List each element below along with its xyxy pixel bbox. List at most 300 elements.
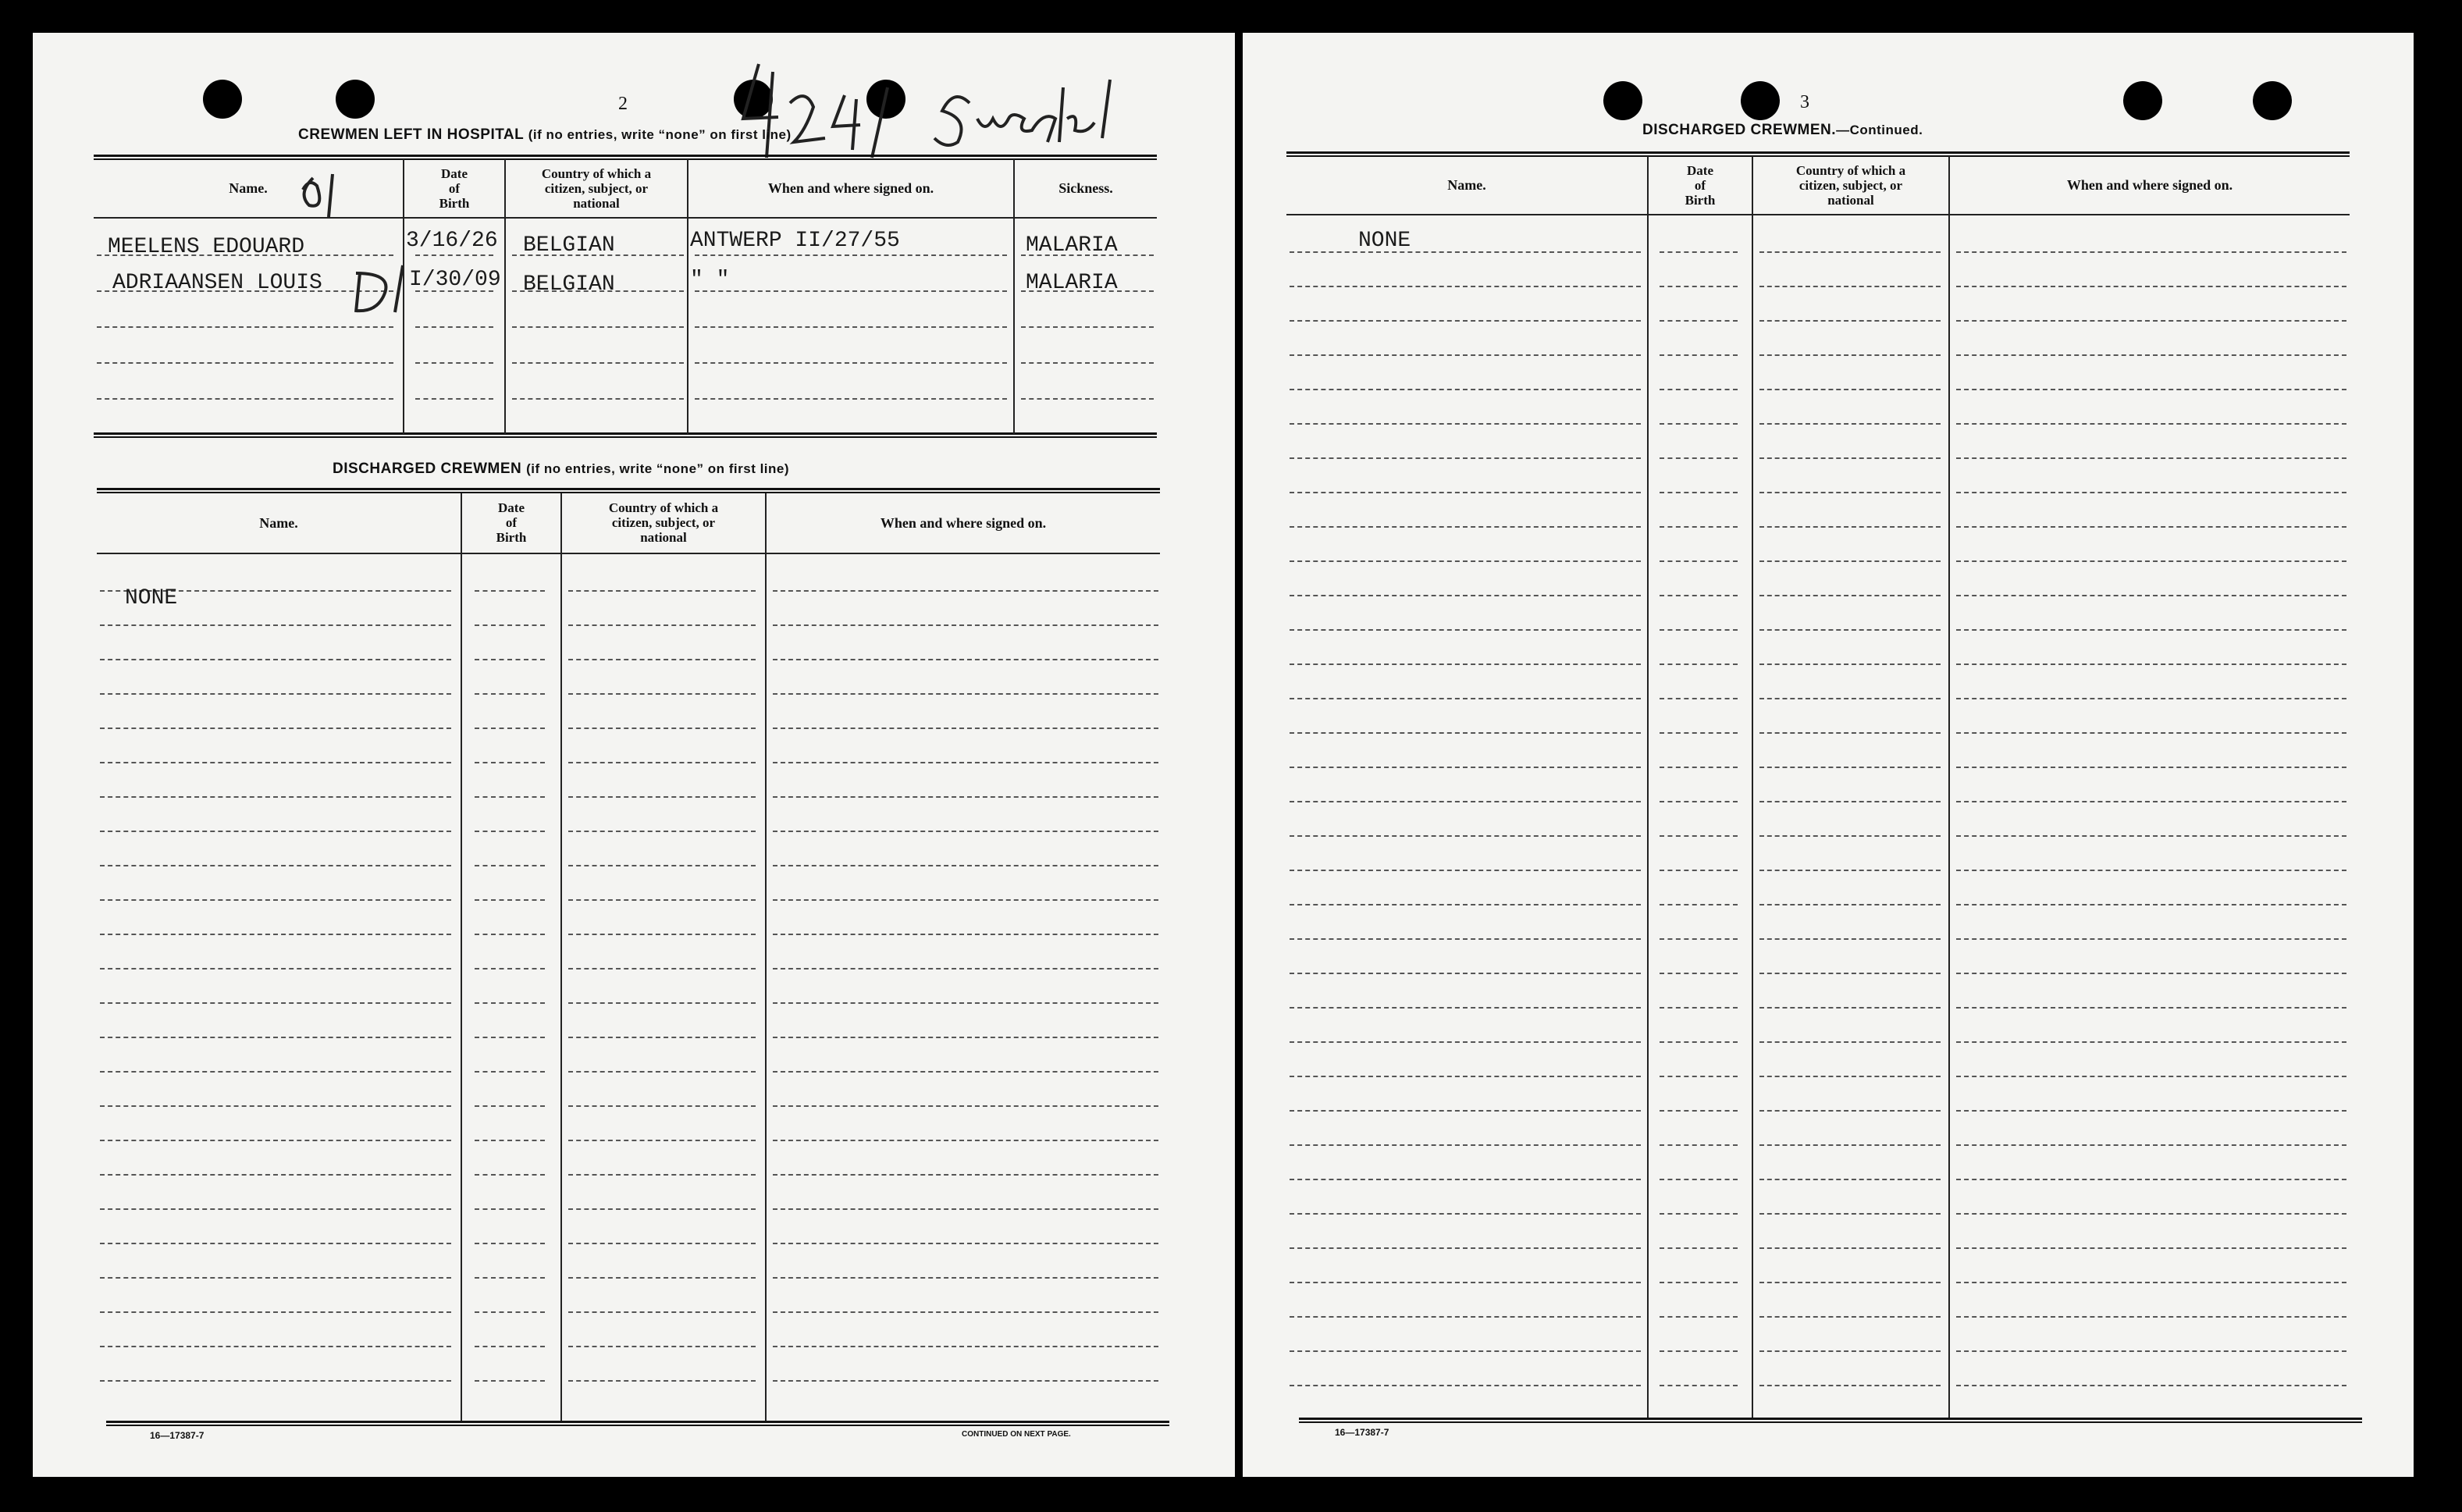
- header-rule: [1286, 214, 2350, 215]
- ruled-line: [415, 326, 493, 328]
- ruled-line: [1660, 1316, 1738, 1318]
- ruled-line: [568, 1105, 756, 1107]
- ruled-line: [1759, 835, 1941, 837]
- ruled-line: [773, 1311, 1158, 1313]
- ruled-line: [1759, 423, 1941, 425]
- ruled-line: [1660, 492, 1738, 493]
- ruled-line: [773, 1002, 1158, 1004]
- ruled-line: [773, 899, 1158, 901]
- ruled-line: [100, 796, 451, 798]
- ruled-line: [1956, 629, 2346, 631]
- ruled-line: [475, 1037, 545, 1038]
- ruled-line: [1759, 526, 1941, 528]
- punch-hole: [203, 80, 242, 119]
- header-rule: [94, 217, 1157, 219]
- ruled-line: [1290, 732, 1641, 734]
- ruled-line: [1660, 1110, 1738, 1112]
- ruled-line: [1956, 1179, 2346, 1180]
- ruled-line: [1759, 286, 1941, 287]
- ruled-line: [512, 326, 684, 328]
- hospital-row-2-signed: " ": [690, 268, 730, 292]
- ruled-line: [1290, 835, 1641, 837]
- ruled-line: [1021, 326, 1154, 328]
- ruled-line: [1290, 492, 1641, 493]
- ruled-line: [568, 831, 756, 832]
- hospital-row-2-country: BELGIAN: [523, 272, 615, 297]
- ruled-line: [100, 762, 451, 763]
- ruled-line: [1956, 1007, 2346, 1009]
- form-number: 16—17387-7: [150, 1430, 205, 1441]
- ruled-line: [100, 1277, 451, 1279]
- ruled-line: [1956, 251, 2346, 253]
- ruled-line: [1956, 492, 2346, 493]
- ruled-line: [1660, 938, 1738, 940]
- ruled-line: [100, 865, 451, 866]
- ruled-line: [1660, 1350, 1738, 1352]
- ruled-line: [1660, 560, 1738, 562]
- ruled-line: [475, 831, 545, 832]
- column-divider: [765, 493, 767, 1422]
- table-top-rule: [97, 488, 1160, 493]
- ruled-line: [475, 1346, 545, 1347]
- ruled-line: [1956, 973, 2346, 974]
- ruled-line: [1956, 457, 2346, 459]
- ruled-line: [695, 326, 1007, 328]
- ruled-line: [1290, 595, 1641, 596]
- ruled-line: [1759, 664, 1941, 665]
- ruled-line: [1660, 698, 1738, 699]
- ruled-line: [1759, 1007, 1941, 1009]
- ruled-line: [1759, 1247, 1941, 1249]
- ruled-line: [1759, 767, 1941, 768]
- ruled-line: [1759, 973, 1941, 974]
- ruled-line: [475, 693, 545, 695]
- ruled-line: [773, 728, 1158, 729]
- hospital-row-2-sickness: MALARIA: [1026, 271, 1118, 295]
- ruled-line: [512, 362, 684, 364]
- ruled-line: [568, 762, 756, 763]
- ruled-line: [568, 1311, 756, 1313]
- header-country: Country of which a citizen, subject, or national: [608, 500, 719, 545]
- ruled-line: [1759, 1316, 1941, 1318]
- ruled-line: [1759, 801, 1941, 802]
- punch-hole: [2123, 81, 2162, 120]
- ruled-line: [568, 1243, 756, 1244]
- ruled-line: [1290, 1144, 1641, 1146]
- ruled-line: [568, 1037, 756, 1038]
- ruled-line: [1660, 973, 1738, 974]
- ruled-line: [475, 1380, 545, 1382]
- ruled-line: [1290, 389, 1641, 390]
- ruled-line: [100, 1071, 451, 1073]
- ruled-line: [1759, 1213, 1941, 1215]
- hospital-row-2-name: ADRIAANSEN LOUIS: [112, 271, 322, 295]
- ruled-line: [1290, 560, 1641, 562]
- punch-hole: [336, 80, 375, 119]
- header-date-of-birth: Date of Birth: [1685, 162, 1716, 208]
- column-divider: [461, 493, 462, 1422]
- ruled-line: [100, 693, 451, 695]
- hospital-section-title: CREWMEN LEFT IN HOSPITAL (if no entries, write “none” on first line): [298, 126, 792, 143]
- ruled-line: [568, 624, 756, 626]
- ruled-line: [100, 1174, 451, 1176]
- column-divider: [1752, 156, 1753, 1419]
- ruled-line: [1290, 1316, 1641, 1318]
- ruled-line: [475, 934, 545, 935]
- discharged-continued-title: DISCHARGED CREWMEN.—Continued.: [1642, 122, 1923, 138]
- ruled-line: [1956, 767, 2346, 768]
- ruled-line: [1956, 1385, 2346, 1386]
- ruled-line: [1290, 698, 1641, 699]
- ruled-line: [1956, 595, 2346, 596]
- left-page: [33, 33, 1235, 1477]
- ruled-line: [1956, 1144, 2346, 1146]
- header-name: Name.: [259, 514, 298, 531]
- ruled-line: [568, 865, 756, 866]
- header-date-of-birth: Date of Birth: [496, 500, 527, 545]
- ruled-line: [1956, 1350, 2346, 1352]
- hospital-row-1-signed: ANTWERP II/27/55: [690, 229, 900, 253]
- ruled-line: [1660, 1247, 1738, 1249]
- ruled-line: [100, 1243, 451, 1244]
- ruled-line: [1956, 732, 2346, 734]
- ruled-line: [1956, 423, 2346, 425]
- ruled-line: [1956, 1076, 2346, 1077]
- ruled-line: [475, 796, 545, 798]
- ruled-line: [1660, 870, 1738, 871]
- hospital-row-1-sickness: MALARIA: [1026, 233, 1118, 258]
- ruled-line: [475, 865, 545, 866]
- ruled-line: [773, 659, 1158, 660]
- ruled-line: [1660, 423, 1738, 425]
- ruled-line: [1660, 1179, 1738, 1180]
- ruled-line: [1660, 1213, 1738, 1215]
- ruled-line: [773, 1208, 1158, 1210]
- ruled-line: [1759, 870, 1941, 871]
- ruled-line: [773, 865, 1158, 866]
- ruled-line: [773, 1105, 1158, 1107]
- ruled-line: [97, 398, 393, 400]
- ruled-line: [475, 1243, 545, 1244]
- header-signed-on: When and where signed on.: [880, 514, 1047, 531]
- ruled-line: [1660, 732, 1738, 734]
- ruled-line: [1956, 286, 2346, 287]
- ruled-line: [1956, 1213, 2346, 1215]
- punch-hole: [1741, 81, 1780, 120]
- ruled-line: [1290, 457, 1641, 459]
- discharged-section-title: DISCHARGED CREWMEN (if no entries, write “none” on first line): [333, 461, 790, 477]
- ruled-line: [97, 326, 393, 328]
- ruled-line: [1759, 251, 1941, 253]
- ruled-line: [1290, 1076, 1641, 1077]
- ruled-line: [1759, 1179, 1941, 1180]
- right-page: [1243, 33, 2414, 1477]
- ruled-line: [568, 1346, 756, 1347]
- ruled-line: [475, 1105, 545, 1107]
- handwritten-mark-d1: [348, 258, 426, 320]
- ruled-line: [1956, 526, 2346, 528]
- ruled-line: [100, 1002, 451, 1004]
- ruled-line: [475, 590, 545, 592]
- ruled-line: [1956, 389, 2346, 390]
- discharged-first-entry: NONE: [125, 586, 178, 610]
- ruled-line: [1759, 320, 1941, 322]
- ruled-line: [475, 762, 545, 763]
- header-rule: [97, 553, 1160, 554]
- ruled-line: [568, 1071, 756, 1073]
- ruled-line: [1759, 698, 1941, 699]
- hospital-row-1-name: MEELENS EDOUARD: [108, 235, 305, 259]
- ruled-line: [100, 1037, 451, 1038]
- ruled-line: [1290, 320, 1641, 322]
- ruled-line: [695, 254, 1007, 256]
- ruled-line: [568, 934, 756, 935]
- ruled-line: [97, 362, 393, 364]
- ruled-line: [1290, 629, 1641, 631]
- hospital-row-1-dob: 3/16/26: [406, 229, 498, 253]
- header-name: Name.: [1447, 177, 1486, 193]
- ruled-line: [1759, 389, 1941, 390]
- ruled-line: [475, 1208, 545, 1210]
- ruled-line: [475, 624, 545, 626]
- ruled-line: [1759, 1041, 1941, 1043]
- ruled-line: [773, 624, 1158, 626]
- ruled-line: [773, 968, 1158, 969]
- ruled-line: [773, 1140, 1158, 1141]
- ruled-line: [1660, 664, 1738, 665]
- ruled-line: [1759, 1350, 1941, 1352]
- ruled-line: [1759, 904, 1941, 905]
- ruled-line: [568, 1208, 756, 1210]
- ruled-line: [568, 899, 756, 901]
- ruled-line: [475, 1311, 545, 1313]
- ruled-line: [773, 796, 1158, 798]
- hospital-row-1-country: BELGIAN: [523, 233, 615, 258]
- ruled-line: [1956, 1282, 2346, 1283]
- ruled-line: [100, 899, 451, 901]
- ruled-line: [1290, 1179, 1641, 1180]
- ruled-line: [1660, 251, 1738, 253]
- ruled-line: [1290, 1350, 1641, 1352]
- ruled-line: [568, 728, 756, 729]
- ruled-line: [100, 968, 451, 969]
- ruled-line: [1290, 664, 1641, 665]
- ruled-line: [568, 659, 756, 660]
- ruled-line: [100, 1208, 451, 1210]
- ruled-line: [1290, 1007, 1641, 1009]
- ruled-line: [773, 1243, 1158, 1244]
- ruled-line: [100, 728, 451, 729]
- continued-first-entry: NONE: [1358, 229, 1411, 253]
- ruled-line: [1759, 732, 1941, 734]
- ruled-line: [1956, 354, 2346, 356]
- ruled-line: [1660, 389, 1738, 390]
- ruled-line: [1660, 1076, 1738, 1077]
- ruled-line: [695, 398, 1007, 400]
- ruled-line: [568, 1380, 756, 1382]
- ruled-line: [568, 968, 756, 969]
- ruled-line: [1660, 767, 1738, 768]
- ruled-line: [773, 831, 1158, 832]
- hospital-row-2-dob: I/30/09: [409, 268, 501, 292]
- ruled-line: [1290, 1282, 1641, 1283]
- page-number: 3: [1800, 92, 1809, 112]
- ruled-line: [100, 934, 451, 935]
- header-sickness: Sickness.: [1058, 180, 1113, 196]
- ruled-line: [1290, 1213, 1641, 1215]
- ruled-line: [475, 968, 545, 969]
- ruled-line: [100, 831, 451, 832]
- page-number: 2: [618, 94, 628, 114]
- ruled-line: [475, 1277, 545, 1279]
- ruled-line: [1759, 938, 1941, 940]
- ruled-line: [1660, 354, 1738, 356]
- ruled-line: [475, 1071, 545, 1073]
- ruled-line: [1660, 595, 1738, 596]
- ruled-line: [568, 693, 756, 695]
- ruled-line: [1660, 1385, 1738, 1386]
- ruled-line: [773, 1174, 1158, 1176]
- ruled-line: [1660, 1007, 1738, 1009]
- ruled-line: [1956, 698, 2346, 699]
- ruled-line: [1759, 354, 1941, 356]
- ruled-line: [1290, 526, 1641, 528]
- ruled-line: [1660, 904, 1738, 905]
- ruled-line: [100, 1346, 451, 1347]
- ruled-line: [100, 659, 451, 660]
- ruled-line: [1759, 560, 1941, 562]
- ruled-line: [568, 1277, 756, 1279]
- ruled-line: [1290, 251, 1641, 253]
- ruled-line: [1290, 801, 1641, 802]
- ruled-line: [512, 398, 684, 400]
- ruled-line: [475, 899, 545, 901]
- ruled-line: [773, 1277, 1158, 1279]
- ruled-line: [1290, 1385, 1641, 1386]
- ruled-line: [1759, 1076, 1941, 1077]
- ruled-line: [1290, 1110, 1641, 1112]
- column-divider: [560, 493, 562, 1422]
- handwritten-mark-d1: [294, 170, 364, 225]
- ruled-line: [475, 1002, 545, 1004]
- ruled-line: [695, 290, 1007, 292]
- ruled-line: [1660, 835, 1738, 837]
- ruled-line: [475, 728, 545, 729]
- punch-hole: [1603, 81, 1642, 120]
- table-top-rule: [1286, 151, 2350, 157]
- column-divider: [1948, 156, 1950, 1419]
- ruled-line: [1956, 320, 2346, 322]
- ruled-line: [1290, 870, 1641, 871]
- column-divider: [1647, 156, 1649, 1419]
- ruled-line: [1759, 457, 1941, 459]
- ruled-line: [1290, 938, 1641, 940]
- ruled-line: [1759, 492, 1941, 493]
- ruled-line: [773, 1346, 1158, 1347]
- header-signed-on: When and where signed on.: [767, 180, 934, 196]
- ruled-line: [1759, 1144, 1941, 1146]
- ruled-line: [1290, 767, 1641, 768]
- table-bottom-rule: [1299, 1418, 2362, 1423]
- ruled-line: [1660, 457, 1738, 459]
- ruled-line: [1290, 1247, 1641, 1249]
- ruled-line: [100, 1105, 451, 1107]
- ruled-line: [1956, 1041, 2346, 1043]
- ruled-line: [773, 934, 1158, 935]
- ruled-line: [1290, 286, 1641, 287]
- ruled-line: [773, 1037, 1158, 1038]
- ruled-line: [568, 1002, 756, 1004]
- ruled-line: [1956, 835, 2346, 837]
- ruled-line: [1290, 423, 1641, 425]
- ruled-line: [100, 1311, 451, 1313]
- ruled-line: [415, 398, 493, 400]
- ruled-line: [1660, 801, 1738, 802]
- ruled-line: [773, 693, 1158, 695]
- ruled-line: [1956, 560, 2346, 562]
- ruled-line: [1759, 1385, 1941, 1386]
- header-country: Country of which a citizen, subject, or national: [541, 165, 652, 211]
- ruled-line: [1956, 938, 2346, 940]
- ruled-line: [1660, 1144, 1738, 1146]
- ruled-line: [1759, 629, 1941, 631]
- ruled-line: [1956, 801, 2346, 802]
- ruled-line: [1956, 904, 2346, 905]
- header-name: Name.: [229, 180, 268, 196]
- ruled-line: [568, 796, 756, 798]
- ruled-line: [773, 590, 1158, 592]
- ruled-line: [415, 254, 493, 256]
- ruled-line: [1660, 629, 1738, 631]
- ruled-line: [1021, 362, 1154, 364]
- form-number: 16—17387-7: [1335, 1427, 1389, 1438]
- ruled-line: [1759, 595, 1941, 596]
- ruled-line: [1290, 1041, 1641, 1043]
- ruled-line: [475, 1140, 545, 1141]
- ruled-line: [1290, 354, 1641, 356]
- table-top-rule: [94, 155, 1157, 160]
- ruled-line: [1759, 1282, 1941, 1283]
- ruled-line: [100, 624, 451, 626]
- ruled-line: [100, 1140, 451, 1141]
- ruled-line: [1660, 320, 1738, 322]
- ruled-line: [1660, 1041, 1738, 1043]
- table-bottom-rule: [106, 1421, 1169, 1426]
- punch-hole: [2253, 81, 2292, 120]
- ruled-line: [1956, 1110, 2346, 1112]
- ruled-line: [1290, 904, 1641, 905]
- table-bottom-rule: [94, 432, 1157, 438]
- ruled-line: [415, 362, 493, 364]
- ruled-line: [475, 1174, 545, 1176]
- header-country: Country of which a citizen, subject, or national: [1795, 162, 1906, 208]
- ruled-line: [568, 590, 756, 592]
- continued-note: CONTINUED ON NEXT PAGE.: [962, 1430, 1071, 1439]
- header-date-of-birth: Date of Birth: [439, 165, 470, 211]
- ruled-line: [1956, 664, 2346, 665]
- ruled-line: [773, 1380, 1158, 1382]
- ruled-line: [100, 1380, 451, 1382]
- ruled-line: [1660, 1282, 1738, 1283]
- ruled-line: [773, 1071, 1158, 1073]
- ruled-line: [475, 659, 545, 660]
- ruled-line: [1956, 1316, 2346, 1318]
- ruled-line: [695, 362, 1007, 364]
- ruled-line: [568, 1174, 756, 1176]
- ruled-line: [1660, 286, 1738, 287]
- ruled-line: [1021, 398, 1154, 400]
- ruled-line: [1290, 973, 1641, 974]
